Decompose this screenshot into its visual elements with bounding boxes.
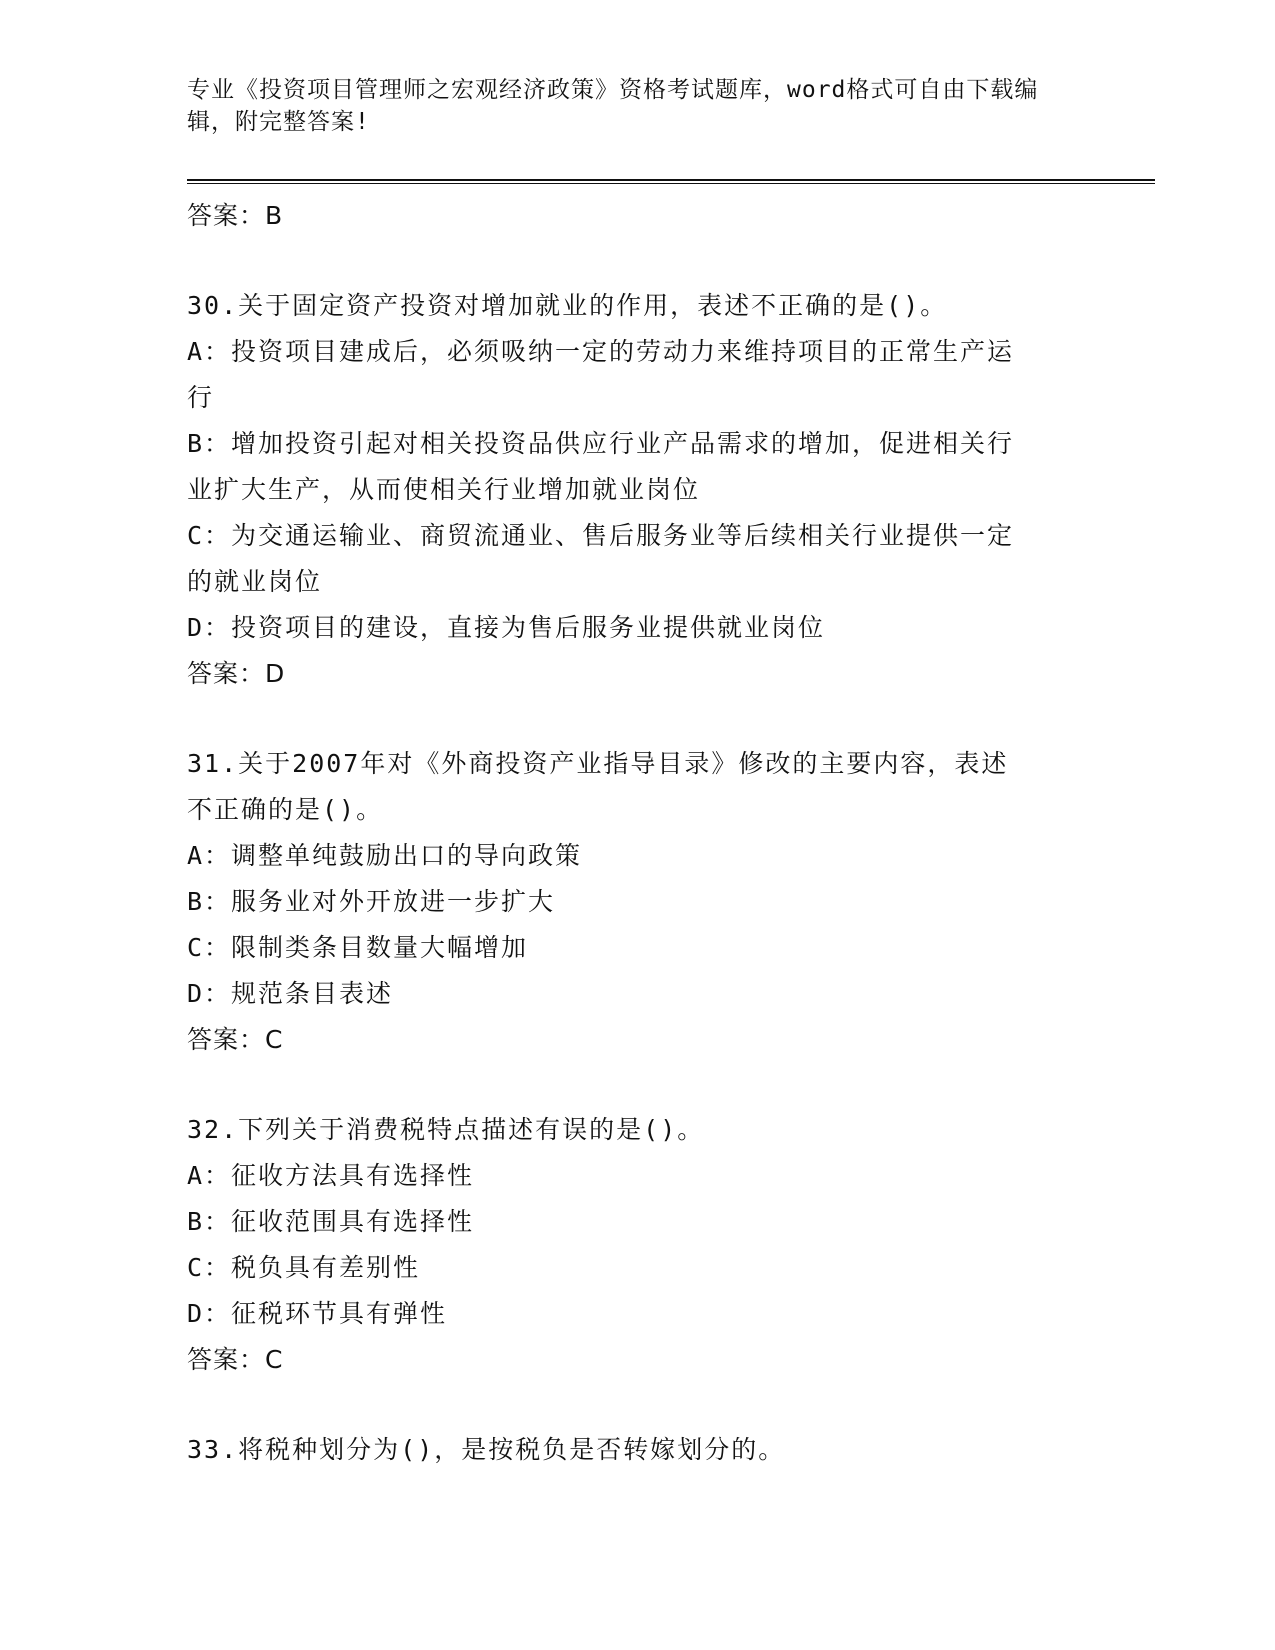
option-d-line-1: D：投资项目的建设，直接为售后服务业提供就业岗位 xyxy=(187,613,826,642)
option-b-line-1: B：征收范围具有选择性 xyxy=(187,1207,475,1236)
option-d-line-1: D：征税环节具有弹性 xyxy=(187,1299,448,1328)
header-rule-thick xyxy=(187,179,1155,181)
answer-line: 答案：C xyxy=(187,1025,284,1054)
option-c-line-1: C：税负具有差别性 xyxy=(187,1253,421,1282)
question-stem: 30.关于固定资产投资对增加就业的作用，表述不正确的是()。 xyxy=(187,291,948,320)
option-b-line-1: B：服务业对外开放进一步扩大 xyxy=(187,887,556,916)
question-30 xyxy=(187,283,1087,697)
option-c-line-1: C：为交通运输业、商贸流通业、售后服务业等后续相关行业提供一定 xyxy=(187,521,1015,550)
option-d-line-1: D：规范条目表述 xyxy=(187,979,394,1008)
question-content xyxy=(187,193,1087,1473)
question-stem-line-2: 不正确的是()。 xyxy=(187,795,384,824)
option-a-line-1: A：投资项目建成后，必须吸纳一定的劳动力来维持项目的正常生产运 xyxy=(187,337,1015,366)
option-a-line-2: 行 xyxy=(187,383,215,412)
question-stem: 32.下列关于消费税特点描述有误的是()。 xyxy=(187,1115,705,1144)
option-b-line-2: 业扩大生产，从而使相关行业增加就业岗位 xyxy=(187,475,701,504)
option-a-line-1: A：调整单纯鼓励出口的导向政策 xyxy=(187,841,583,870)
option-b-line-1: B：增加投资引起对相关投资品供应行业产品需求的增加，促进相关行 xyxy=(187,429,1015,458)
document-header xyxy=(187,74,1067,138)
spacer xyxy=(187,697,1087,741)
question-stem: 33.将税种划分为()，是按税负是否转嫁划分的。 xyxy=(187,1435,786,1464)
option-a-line-1: A：征收方法具有选择性 xyxy=(187,1161,475,1190)
question-32 xyxy=(187,1107,1087,1383)
option-c-line-1: C：限制类条目数量大幅增加 xyxy=(187,933,529,962)
answer-line: 答案：C xyxy=(187,1345,284,1374)
question-33 xyxy=(187,1427,1087,1473)
option-c-line-2: 的就业岗位 xyxy=(187,567,323,596)
header-rule-thin xyxy=(187,183,1155,184)
header-line-1: 专业《投资项目管理师之宏观经济政策》资格考试题库，word格式可自由下载编 xyxy=(187,77,1039,103)
spacer xyxy=(187,1383,1087,1427)
question-31 xyxy=(187,741,1087,1063)
header-line-2: 辑，附完整答案! xyxy=(187,109,370,135)
question-stem-line-1: 31.关于2007年对《外商投资产业指导目录》修改的主要内容，表述 xyxy=(187,749,1009,778)
answer-line: 答案：D xyxy=(187,659,286,688)
spacer xyxy=(187,239,1087,283)
answer-line: 答案：B xyxy=(187,201,284,230)
spacer xyxy=(187,1063,1087,1107)
